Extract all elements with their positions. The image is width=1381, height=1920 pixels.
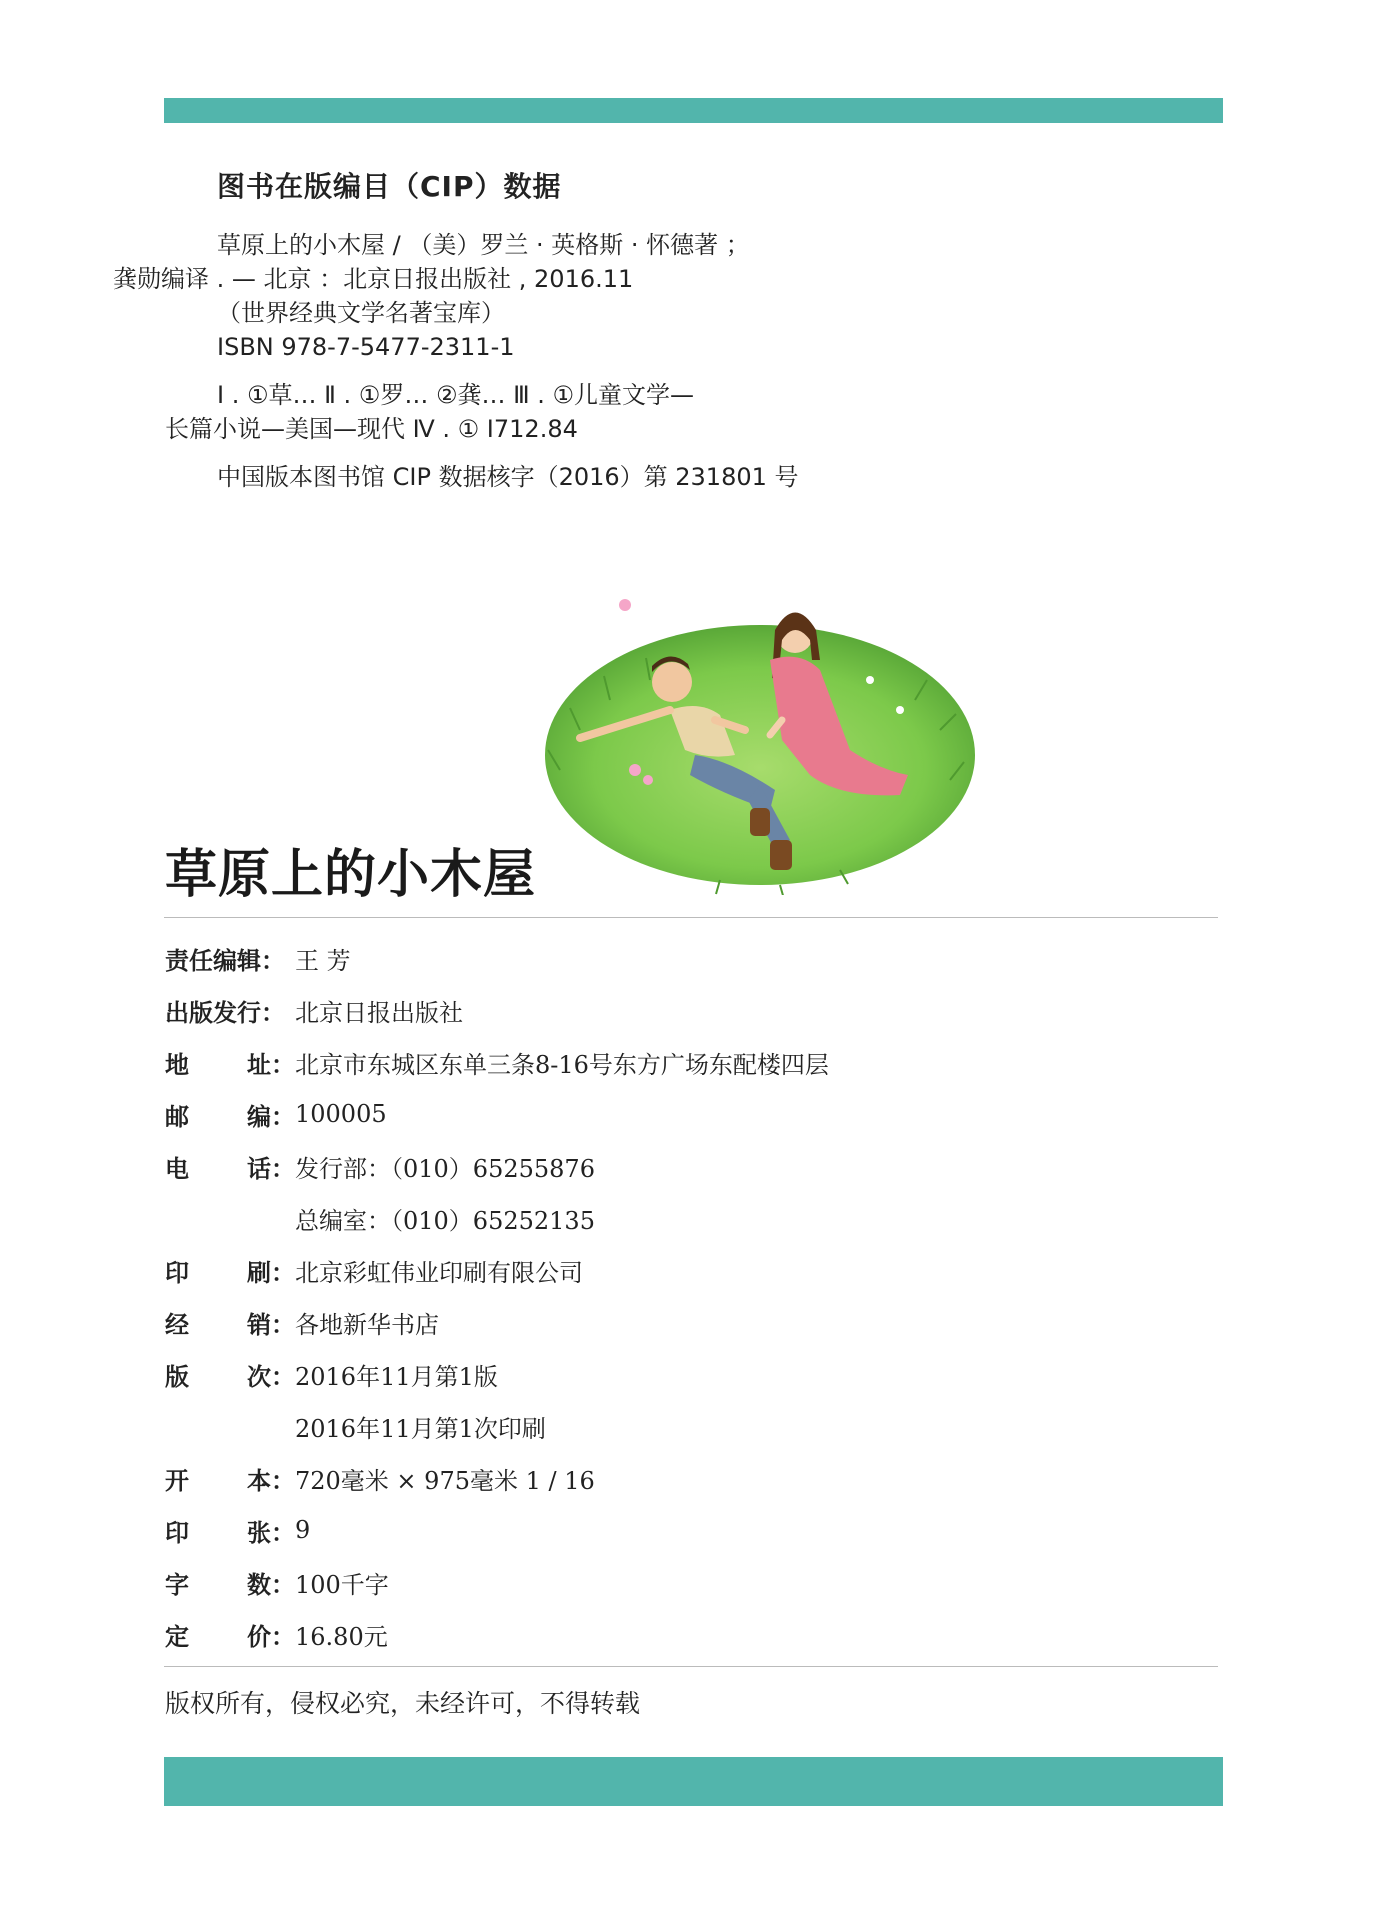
cip-heading: 图书在版编目（CIP）数据: [217, 170, 562, 203]
detail-value: 2016年11月第1次印刷: [295, 1414, 546, 1443]
detail-label: 出版发行：: [165, 997, 285, 1027]
detail-label: 邮 编：: [165, 1101, 295, 1131]
publication-details: [165, 932, 1165, 1660]
detail-row: [165, 932, 1165, 984]
detail-row: [165, 1244, 1165, 1296]
detail-label: 开 本：: [165, 1465, 295, 1495]
detail-row: [165, 1452, 1165, 1504]
detail-value: 2016年11月第1版: [295, 1362, 498, 1391]
couple-on-grass-illustration: [520, 560, 980, 895]
detail-row: [165, 1296, 1165, 1348]
detail-row: [165, 984, 1165, 1036]
cip-entry: [113, 228, 865, 296]
detail-row: [165, 1504, 1165, 1556]
detail-value: 100千字: [295, 1570, 389, 1599]
cip-block: [113, 170, 865, 494]
detail-row: [165, 1608, 1165, 1660]
cip-isbn: ISBN 978-7-5477-2311-1: [217, 333, 515, 361]
detail-value: 9: [295, 1516, 311, 1544]
detail-label: 版 次：: [165, 1361, 295, 1391]
cip-entry-line1: 草原上的小木屋 / （美）罗兰 · 英格斯 · 怀德著 ；: [217, 231, 750, 259]
detail-value: 各地新华书店: [295, 1310, 439, 1339]
detail-label: 电 话：: [165, 1153, 295, 1183]
cip-number: 中国版本图书馆 CIP 数据核字（2016）第 231801 号: [217, 463, 799, 491]
detail-row: [165, 1036, 1165, 1088]
cip-series: （世界经典文学名著宝库）: [217, 299, 505, 327]
book-title: 草原上的小木屋: [165, 845, 537, 905]
detail-value: 16.80元: [295, 1622, 388, 1651]
copyright-notice: 版权所有，侵权必究，未经许可，不得转载: [165, 1689, 641, 1718]
detail-label: 印 张：: [165, 1517, 295, 1547]
detail-label: 责任编辑：: [165, 945, 285, 975]
detail-label: 印 刷：: [165, 1257, 295, 1287]
detail-value: 北京彩虹伟业印刷有限公司: [295, 1258, 583, 1287]
detail-value: 720毫米 × 975毫米 1 / 16: [295, 1466, 595, 1495]
detail-value: 北京市东城区东单三条8-16号东方广场东配楼四层: [295, 1050, 829, 1079]
detail-row: [165, 1088, 1165, 1140]
detail-label: 地 址：: [165, 1049, 295, 1079]
detail-value: 北京日报出版社: [295, 998, 463, 1027]
cip-class-line1: Ⅰ . ①草… Ⅱ . ①罗… ②龚… Ⅲ . ①儿童文学—: [217, 381, 695, 409]
bottom-color-band: [164, 1757, 1223, 1806]
detail-row: [165, 1140, 1165, 1192]
detail-row: [165, 1348, 1165, 1400]
detail-label: 定 价：: [165, 1621, 295, 1651]
detail-value: 发行部：（010）65255876: [295, 1154, 595, 1183]
grass-patch: [545, 625, 975, 885]
detail-row: [165, 1192, 1165, 1244]
cip-entry-line2: 龚勋编译 . — 北京 ：北京日报出版社 , 2016.11: [113, 265, 634, 293]
detail-row: [165, 1400, 1165, 1452]
detail-label: 字 数：: [165, 1569, 295, 1599]
cip-class-line2: 长篇小说—美国—现代 Ⅳ . ① I712.84: [165, 415, 578, 443]
detail-value: 总编室：（010）65252135: [295, 1206, 595, 1235]
divider-top: [164, 917, 1218, 918]
top-color-band: [164, 98, 1223, 123]
detail-row: [165, 1556, 1165, 1608]
divider-bottom: [164, 1666, 1218, 1667]
detail-value: 王 芳: [295, 946, 351, 975]
detail-value: 100005: [295, 1100, 387, 1128]
detail-label: 经 销：: [165, 1309, 295, 1339]
